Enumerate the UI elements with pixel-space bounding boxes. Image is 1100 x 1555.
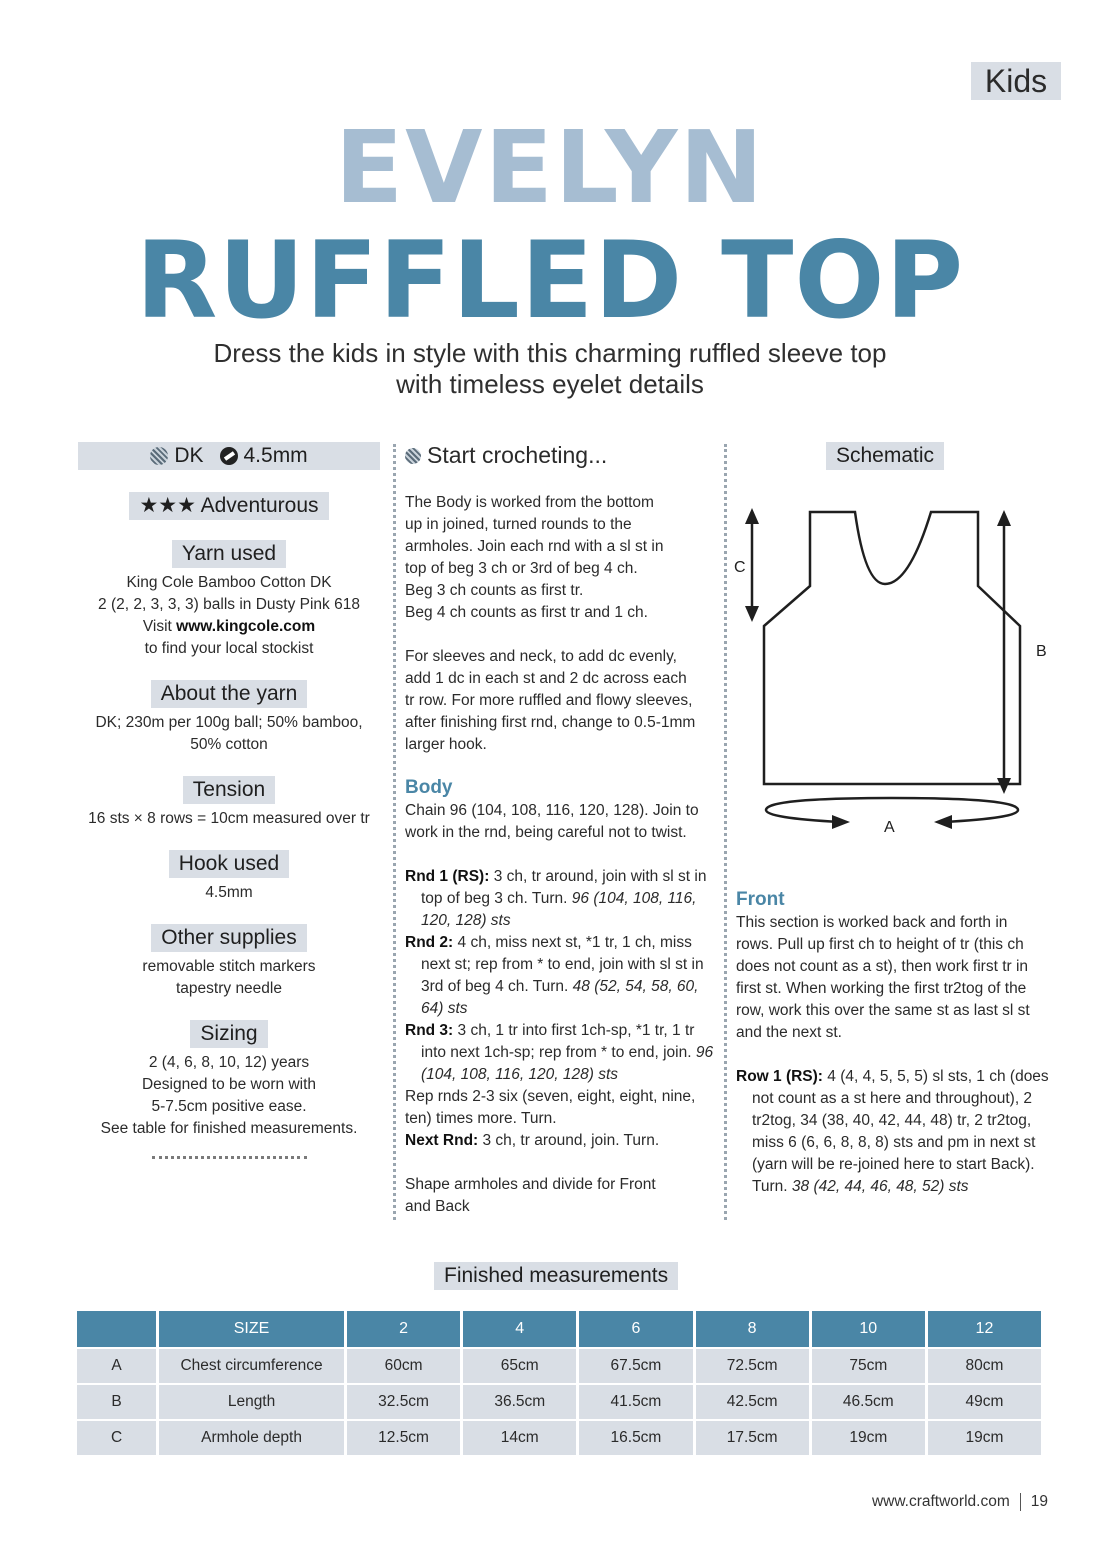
page-footer xyxy=(872,1493,1048,1511)
table-cell: 14cm xyxy=(463,1421,576,1455)
table-header-cell: 6 xyxy=(579,1311,692,1347)
body-paragraph xyxy=(405,800,715,844)
sizing-line-1: 2 (4, 6, 8, 10, 12) years xyxy=(148,1054,310,1071)
text-line: and the next st. xyxy=(736,1024,842,1041)
text-line: add 1 dc in each st and 2 dc across each xyxy=(405,670,687,687)
yarn-ball-icon xyxy=(150,447,168,465)
about-yarn-title: About the yarn xyxy=(151,680,308,708)
difficulty-stars: ★★★ xyxy=(139,494,196,517)
sizing-title: Sizing xyxy=(190,1020,267,1048)
body-heading: Body xyxy=(405,777,453,798)
text-line: does not count as a st), then work first tr in xyxy=(736,958,1029,975)
text-line: and Back xyxy=(405,1198,470,1215)
next-round-text: 3 ch, tr around, join. Turn. xyxy=(478,1132,660,1149)
text-line: first st. When working the first tr2tog of the xyxy=(736,980,1027,997)
text-line: Shape armholes and divide for Front xyxy=(405,1176,656,1193)
hook-used-section xyxy=(78,850,380,904)
yarn-name: King Cole Bamboo Cotton DK xyxy=(126,574,332,591)
round-1-text: 3 ch, tr around, join with sl st in top of beg 3 ch. Turn. xyxy=(421,868,707,907)
text-line: work in the rnd, being careful not to twist. xyxy=(405,824,687,841)
table-cell: Armhole depth xyxy=(159,1421,344,1455)
table-cell: A xyxy=(77,1349,156,1383)
repeat-instruction: Rep rnds 2-3 six (seven, eight, eight, nine, ten) times more. Turn. xyxy=(405,1088,696,1127)
spec-weight: DK xyxy=(174,444,204,467)
about-yarn-line-1: DK; 230m per 100g ball; 50% bamboo, xyxy=(95,714,363,731)
footer-url[interactable]: www.craftworld.com xyxy=(871,1493,1010,1510)
table-cell: 19cm xyxy=(928,1421,1041,1455)
column-divider-left xyxy=(393,444,396,1220)
table-cell: 36.5cm xyxy=(463,1385,576,1419)
table-header-cell: 2 xyxy=(347,1311,460,1347)
row-1-label: Row 1 (RS): xyxy=(736,1068,823,1085)
table-cell: 80cm xyxy=(928,1349,1041,1383)
table-cell: 19cm xyxy=(812,1421,925,1455)
text-line: Chain 96 (104, 108, 116, 120, 128). Join to xyxy=(405,802,699,819)
front-paragraph xyxy=(736,912,1056,1044)
round-2-label: Rnd 2: xyxy=(405,934,454,951)
crochet-hook-icon xyxy=(220,447,238,465)
arrow-head xyxy=(934,815,952,829)
table-row xyxy=(77,1421,1041,1455)
text-line: tr row. For more ruffled and flowy sleeves, xyxy=(405,692,693,709)
yarn-ball-icon xyxy=(405,448,421,464)
about-yarn-line-2: 50% cotton xyxy=(190,736,268,753)
table-header-row xyxy=(77,1311,1041,1347)
text-line: For sleeves and neck, to add dc evenly, xyxy=(405,648,677,665)
front-heading: Front xyxy=(736,889,785,910)
instructions-column xyxy=(405,442,715,1218)
table-header-cell: SIZE xyxy=(159,1311,344,1347)
title-line-1: EVELYN xyxy=(334,109,766,226)
footer-divider xyxy=(1020,1493,1021,1511)
round-2-count: 48 (52, 54, 58, 60, 64) sts xyxy=(421,978,699,1017)
table-cell: 65cm xyxy=(463,1349,576,1383)
table-cell: 16.5cm xyxy=(579,1421,692,1455)
round-3 xyxy=(405,1020,715,1086)
start-crocheting-label: Start crocheting... xyxy=(427,442,608,468)
table-cell: 32.5cm xyxy=(347,1385,460,1419)
measurements-table xyxy=(74,1309,1044,1457)
spec-hook: 4.5mm xyxy=(243,444,308,467)
text-line: armholes. Join each rnd with a sl st in xyxy=(405,538,664,555)
arrow-head xyxy=(745,606,759,622)
label-c: C xyxy=(734,559,746,576)
next-round xyxy=(405,1130,715,1152)
table-cell: Length xyxy=(159,1385,344,1419)
text-line: up in joined, turned rounds to the xyxy=(405,516,632,533)
shape-armholes xyxy=(405,1174,715,1218)
difficulty-label: Adventurous xyxy=(200,494,319,517)
round-1-label: Rnd 1 (RS): xyxy=(405,868,490,885)
about-yarn-section xyxy=(78,680,380,756)
measurements-title: Finished measurements xyxy=(434,1262,678,1290)
text-line: The Body is worked from the bottom xyxy=(405,494,654,511)
arrow-head xyxy=(832,815,850,829)
row-1-text: 4 (4, 4, 5, 5, 5) sl sts, 1 ch (does not count as a st here and throughout), 2 tr2tog, 34 (38, 40, 42, 44, 48) tr, 2 tr2tog, miss 6 (6, 6, 8, 8, 8) sts and pm in next st (yarn will be re-joined here to start Back). Turn. xyxy=(752,1068,1049,1195)
table-row xyxy=(77,1385,1041,1419)
sizing-line-3: 5-7.5cm positive ease. xyxy=(151,1098,307,1115)
table-header-cell: 10 xyxy=(812,1311,925,1347)
start-crocheting-heading xyxy=(405,442,715,469)
round-3-text: 3 ch, 1 tr into first 1ch-sp, *1 tr, 1 tr into next 1ch-sp; rep from * to end, join. xyxy=(421,1022,696,1061)
table-cell: 72.5cm xyxy=(696,1349,809,1383)
row-1-count: 38 (42, 44, 46, 48, 52) sts xyxy=(791,1178,969,1195)
other-supplies-section xyxy=(78,924,380,1000)
pattern-info-column xyxy=(78,442,380,1159)
tension-title: Tension xyxy=(183,776,275,804)
table-cell: 67.5cm xyxy=(579,1349,692,1383)
subtitle-line-2: with timeless eyelet details xyxy=(396,369,704,399)
front-section xyxy=(736,888,1056,1198)
page-number: 19 xyxy=(1030,1493,1048,1510)
arrow-head xyxy=(745,508,759,524)
round-2 xyxy=(405,932,715,1020)
label-a: A xyxy=(884,819,895,836)
section-divider xyxy=(152,1156,307,1159)
other-supplies-title: Other supplies xyxy=(151,924,306,952)
tension-text: 16 sts × 8 rows = 10cm measured over tr xyxy=(88,810,370,827)
label-b: B xyxy=(1036,643,1047,660)
sizing-line-4: See table for finished measurements. xyxy=(100,1120,358,1137)
kingcole-link[interactable]: www.kingcole.com xyxy=(176,618,316,635)
schematic-diagram xyxy=(732,500,1062,840)
yarn-visit xyxy=(78,616,380,638)
yarn-used-title: Yarn used xyxy=(172,540,286,568)
round-2-text: 4 ch, miss next st, *1 tr, 1 ch, miss next st; rep from * to end, join with sl st in 3rd of beg 4 ch. Turn. xyxy=(421,934,704,995)
table-cell: 49cm xyxy=(928,1385,1041,1419)
text-line: Beg 4 ch counts as first tr and 1 ch. xyxy=(405,604,648,621)
next-round-label: Next Rnd: xyxy=(405,1132,479,1149)
yarn-used-section xyxy=(78,540,380,660)
subtitle-line-1: Dress the kids in style with this charming ruffled sleeve top xyxy=(213,338,887,368)
tension-section xyxy=(78,776,380,830)
visit-prefix: Visit xyxy=(142,618,177,635)
table-cell: B xyxy=(77,1385,156,1419)
table-cell: 41.5cm xyxy=(579,1385,692,1419)
table-cell: 42.5cm xyxy=(696,1385,809,1419)
schematic-title: Schematic xyxy=(826,442,944,470)
sizing-line-2: Designed to be worn with xyxy=(141,1076,317,1093)
intro-paragraph-2 xyxy=(405,646,715,756)
garment-outline xyxy=(764,512,1020,784)
table-cell: Chest circumference xyxy=(159,1349,344,1383)
row-1 xyxy=(736,1066,1056,1198)
text-line: rows. Pull up first ch to height of tr (this ch xyxy=(736,936,1024,953)
text-line: top of beg 3 ch or 3rd of beg 4 ch. xyxy=(405,560,638,577)
arrow-head xyxy=(997,778,1011,794)
table-cell: 17.5cm xyxy=(696,1421,809,1455)
table-cell: 12.5cm xyxy=(347,1421,460,1455)
round-3-count: 96 (104, 108, 116, 120, 128) sts xyxy=(421,1044,714,1083)
arrow-head xyxy=(997,510,1011,526)
hook-used-text: 4.5mm xyxy=(205,884,253,901)
text-line: row, work this over the same st as last sl st xyxy=(736,1002,1030,1019)
table-header-cell: 8 xyxy=(696,1311,809,1347)
subtitle xyxy=(0,338,1100,400)
table-header-cell: 12 xyxy=(928,1311,1041,1347)
table-cell: 46.5cm xyxy=(812,1385,925,1419)
section-tag: Kids xyxy=(971,62,1061,100)
spec-weight-hook xyxy=(78,442,380,470)
yarn-stockist: to find your local stockist xyxy=(144,640,314,657)
round-1 xyxy=(405,866,715,932)
text-line: larger hook. xyxy=(405,736,487,753)
round-1-count: 96 (104, 108, 116, 120, 128) sts xyxy=(421,890,697,929)
round-3-label: Rnd 3: xyxy=(405,1022,454,1039)
intro-paragraph-1 xyxy=(405,492,715,624)
text-line: This section is worked back and forth in xyxy=(736,914,1008,931)
supply-needle: tapestry needle xyxy=(176,980,282,997)
sizing-section xyxy=(78,1020,380,1140)
difficulty-badge xyxy=(129,492,328,520)
text-line: Beg 3 ch counts as first tr. xyxy=(405,582,584,599)
supply-markers: removable stitch markers xyxy=(142,958,316,975)
table-cell: 75cm xyxy=(812,1349,925,1383)
hook-used-title: Hook used xyxy=(169,850,289,878)
yarn-quantity: 2 (2, 2, 3, 3, 3) balls in Dusty Pink 618 xyxy=(98,596,360,613)
column-divider-right xyxy=(724,444,727,1220)
table-header-cell xyxy=(77,1311,156,1347)
table-cell: C xyxy=(77,1421,156,1455)
table-header-cell: 4 xyxy=(463,1311,576,1347)
title-line-2: RUFFLED TOP xyxy=(135,219,965,342)
table-cell: 60cm xyxy=(347,1349,460,1383)
text-line: after finishing first rnd, change to 0.5-1mm xyxy=(405,714,696,731)
table-row xyxy=(77,1349,1041,1383)
